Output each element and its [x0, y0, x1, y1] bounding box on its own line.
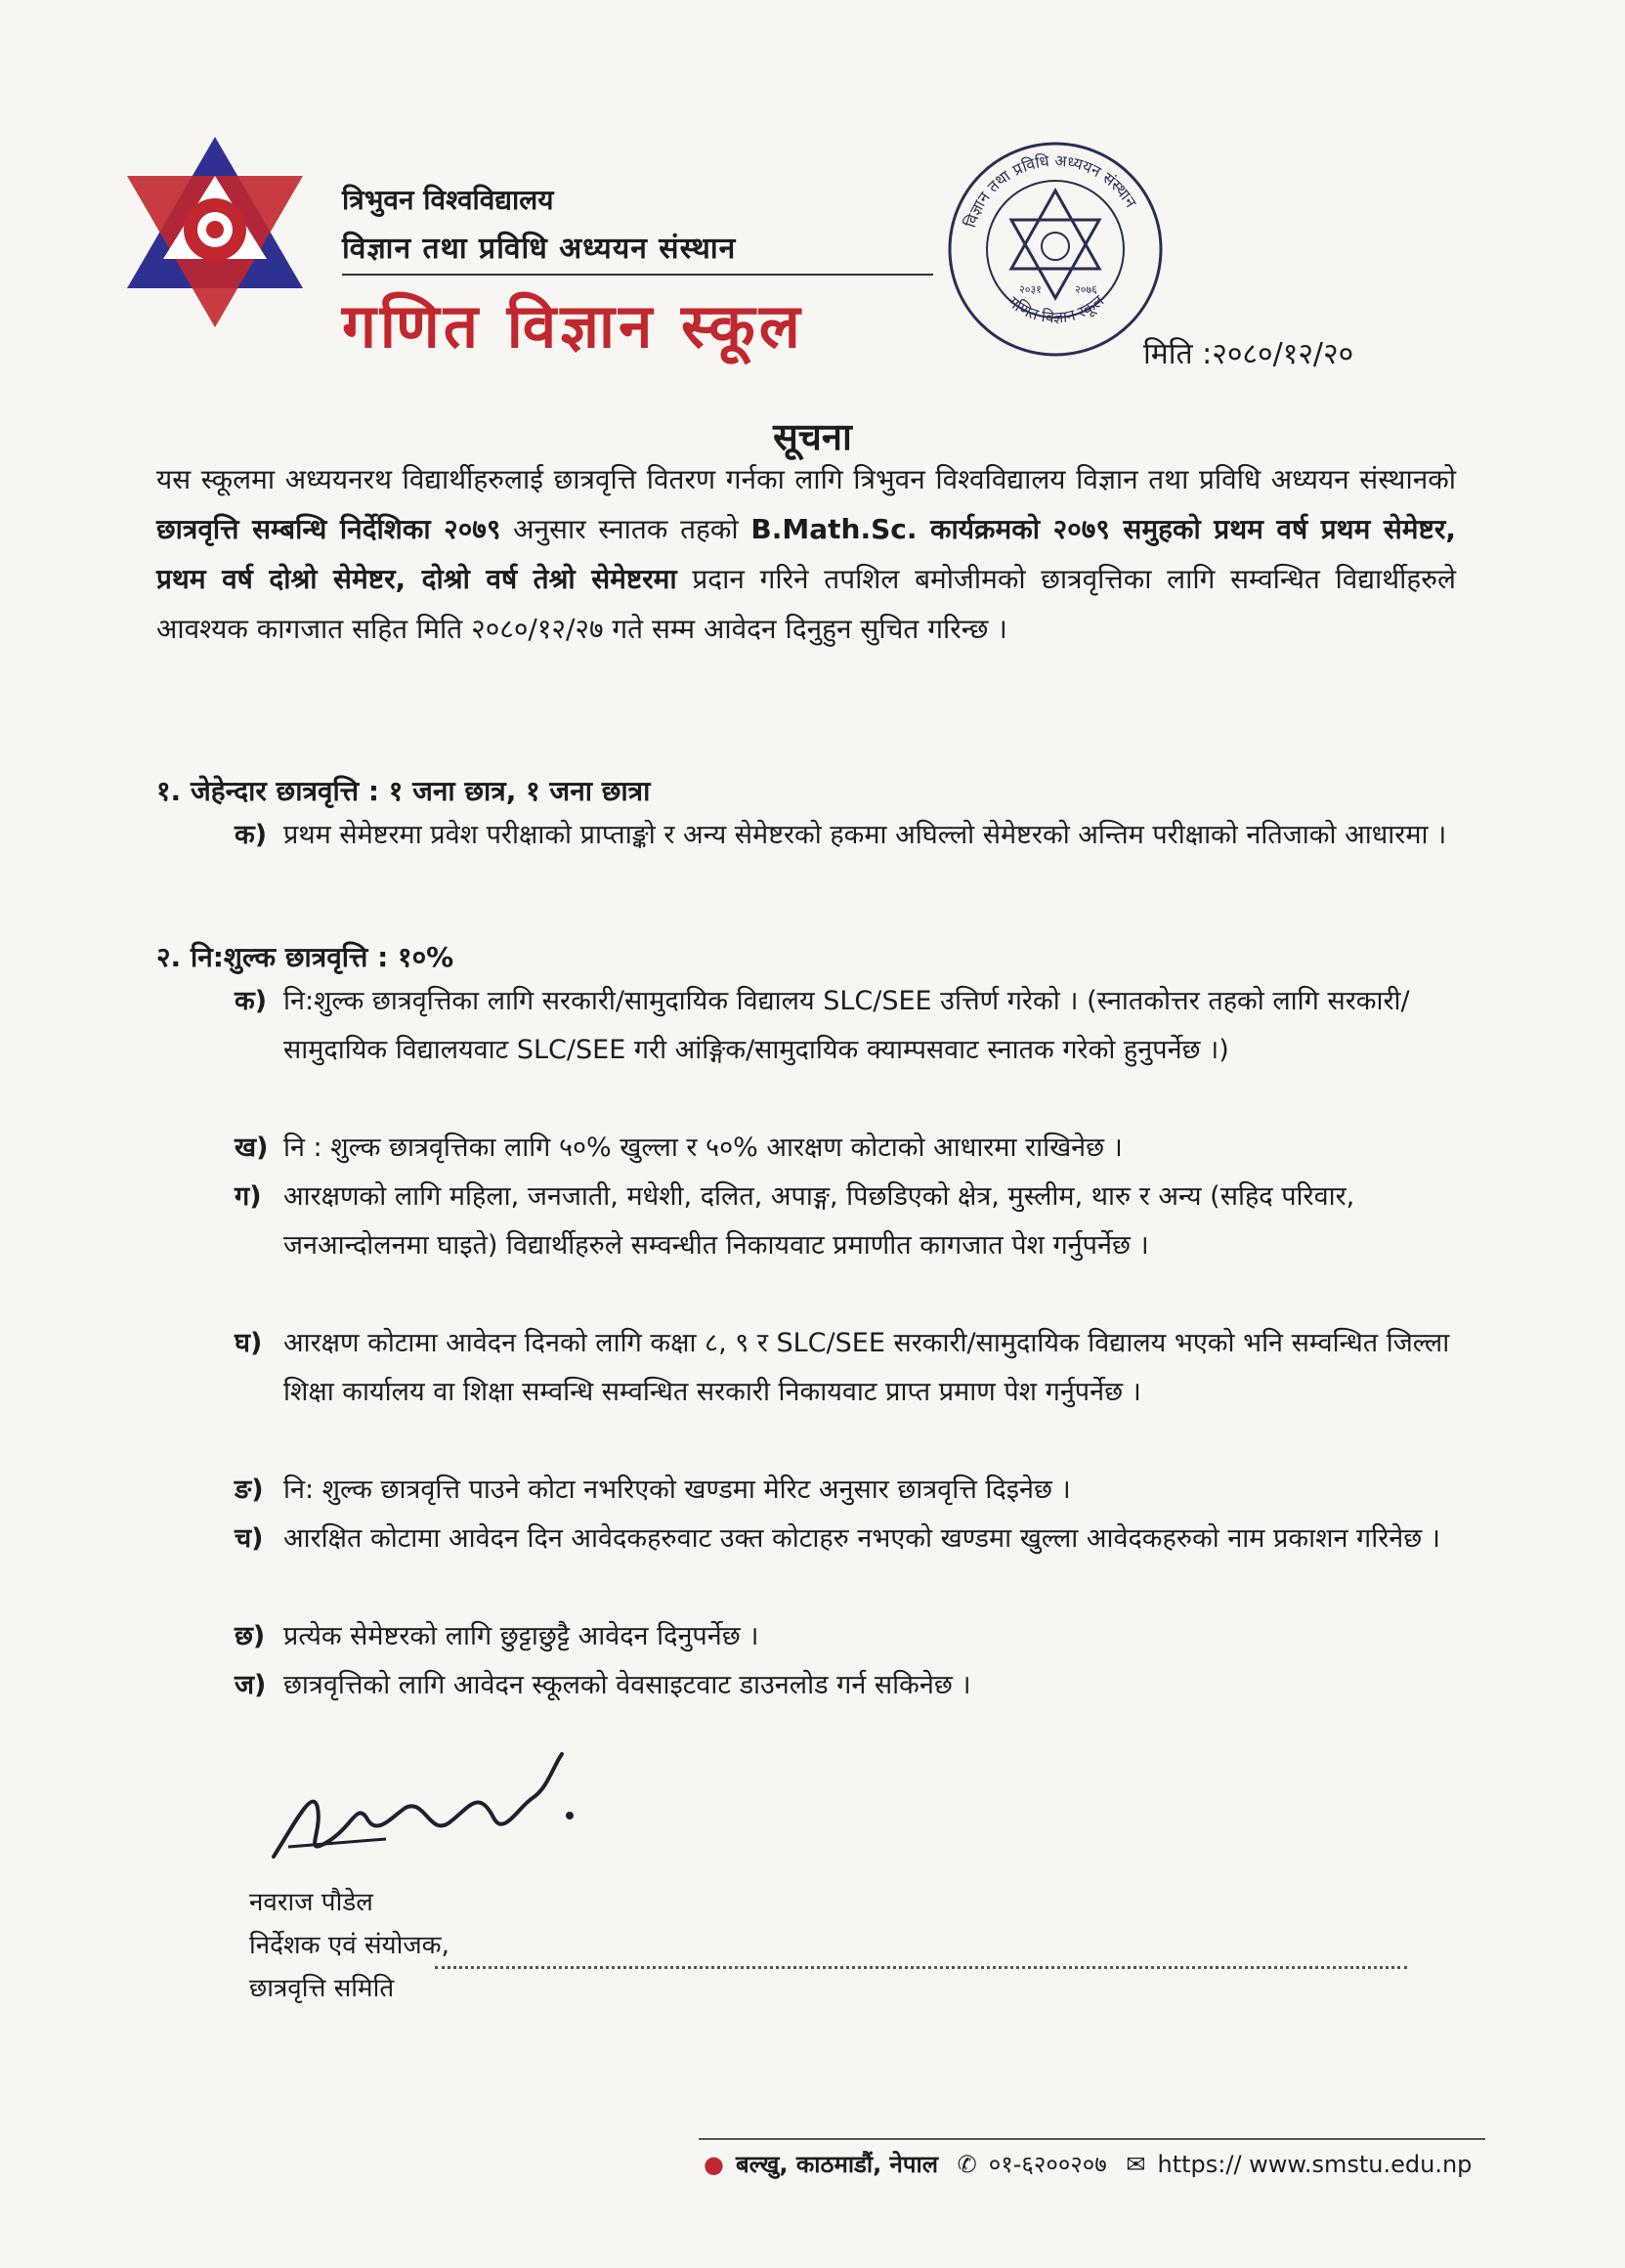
item-label: च): [235, 1523, 264, 1554]
item-text: आरक्षित कोटामा आवेदन दिन आवेदकहरुवाट उक्त कोटाहरु नभएको खण्डमा खुल्ला आवेदकहरुको नाम प्रकाशन गरिनेछ ।: [283, 1523, 1441, 1554]
item-text: आरक्षणको लागि महिला, जनजाती, मधेशी, दलित, अपाङ्ग, पिछडिएको क्षेत्र, मुस्लीम, थारु र अन्य (सहिद परिवार, जनआन्दोलनमा घाइते) विद्यार्थीहरुले सम्वन्धीत निकायवाट प्रमाणीत कागजात पेश गर्नुपर्नेछ ।: [283, 1181, 1355, 1261]
header-divider: [342, 274, 933, 276]
item-label: क): [235, 986, 268, 1016]
section2-item-cha: [235, 1515, 1456, 1612]
dotted-line: [435, 1966, 1407, 1969]
section2-item-ja: [235, 1661, 1456, 1710]
signatory-name: नवराज पौडेल: [249, 1888, 373, 1917]
section1-item-ka: [235, 811, 1456, 909]
signatory-block: [249, 1881, 449, 2010]
seal-year-left: २०३१: [1019, 283, 1042, 296]
intro-bold-2: B.Math.Sc. कार्यक्रमको २०७९ समुहको प्रथम वर्ष प्रथम सेमेष्टर, प्रथम वर्ष दोश्रो सेमेष्टर, दोश्रो वर्ष तेश्रो सेमेष्टरमा: [156, 513, 1456, 595]
mail-icon: ✉: [1126, 2151, 1146, 2178]
footer-website[interactable]: https:// www.smstu.edu.np: [1157, 2151, 1473, 2178]
seal-ring-text: विज्ञान तथा प्रविधि अध्ययन संस्थान: [961, 150, 1141, 231]
item-label: क): [235, 820, 268, 850]
intro-text-3: प्रदान गरिने तपशिल बमोजीमको छात्रवृत्तिका लागि सम्वन्धित विद्यार्थीहरुले आवश्यक कागजात सहित मिति २०८०/१२/२७ गते सम्म आवेदन दिनुहुन सुचित गरिन्छ ।: [156, 563, 1456, 645]
section2-item-nga: [235, 1466, 1456, 1515]
section2-item-ga: [235, 1173, 1456, 1319]
intro-text-2: अनुसार स्नातक तहको: [500, 513, 751, 545]
item-text: प्रथम सेमेष्टरमा प्रवेश परीक्षाको प्राप्ताङ्को र अन्य सेमेष्टरको हकमा अघिल्लो सेमेष्टरको अन्तिम परीक्षाको नतिजाको आधारमा ।: [283, 820, 1447, 850]
intro-bold-1: छात्रवृत्ति सम्बन्धि निर्देशिका २०७९: [156, 513, 501, 545]
item-text: छात्रवृत्तिको लागि आवेदन स्कूलको वेवसाइटवाट डाउनलोड गर्न सकिनेछ ।: [283, 1670, 971, 1700]
intro-text-1: यस स्कूलमा अध्ययनरथ विद्यार्थीहरुलाई छात्रवृत्ति वितरण गर्नका लागि त्रिभुवन विश्वविद्यालय विज्ञान तथा प्रविधि अध्ययन संस्थानको: [156, 463, 1456, 495]
item-label: ख): [235, 1133, 269, 1163]
notice-date: मिति :२०८०/१२/२०: [1143, 337, 1354, 371]
institute-name: विज्ञान तथा प्रविधि अध्ययन संस्थान: [342, 232, 737, 266]
section2-item-ka: [235, 977, 1456, 1124]
item-label: ङ): [235, 1475, 264, 1505]
university-logo-icon: [122, 132, 308, 337]
section2-item-gha: [235, 1319, 1456, 1466]
item-label: छ): [235, 1621, 266, 1651]
intro-paragraph: [156, 454, 1456, 654]
footer: [704, 2148, 1483, 2180]
section2-item-chha: [235, 1612, 1456, 1661]
seal-year-right: २०७६: [1075, 283, 1097, 296]
item-text: नि : शुल्क छात्रवृत्तिका लागि ५०% खुल्ला र ५०% आरक्षण कोटाको आधारमा राखिनेछ ।: [283, 1133, 1123, 1163]
footer-address: बल्खु, काठमाडौं, नेपाल: [735, 2151, 939, 2178]
item-label: ग): [235, 1181, 262, 1212]
section2-item-kha: [235, 1124, 1456, 1173]
item-text: प्रत्येक सेमेष्टरको लागि छुट्टाछुट्टै आवेदन दिनुपर्नेछ ।: [283, 1621, 759, 1651]
signatory-designation: निर्देशक एवं संयोजक,: [249, 1931, 449, 1960]
item-text: आरक्षण कोटामा आवेदन दिनको लागि कक्षा ८, ९ र SLC/SEE सरकारी/सामुदायिक विद्यालय भएको भनि सम्वन्धित जिल्ला शिक्षा कार्यालय वा शिक्षा सम्वन्धि सम्वन्धित सरकारी निकायवाट प्राप्त प्रमाण पेश गर्नुपर्नेछ ।: [283, 1328, 1450, 1407]
item-label: ज): [235, 1670, 267, 1700]
notice-title: सूचना: [773, 415, 852, 458]
section2-heading: २. नि:शुल्क छात्रवृत्ति : १०%: [156, 941, 454, 973]
footer-divider: [699, 2138, 1485, 2140]
item-text: नि: शुल्क छात्रवृत्ति पाउने कोटा नभरिएको खण्डमा मेरिट अनुसार छात्रवृत्ति दिइनेछ ।: [283, 1475, 1071, 1505]
footer-phone: ०१-६२००२०७: [988, 2151, 1107, 2178]
phone-icon: ✆: [957, 2151, 977, 2178]
item-text: नि:शुल्क छात्रवृत्तिका लागि सरकारी/सामुदायिक विद्यालय SLC/SEE उत्तिर्ण गरेको । (स्नातकोत्तर तहको लागि सरकारी/सामुदायिक विद्यालयवाट SLC/SEE गरी आंङ्गिक/सामुदायिक क्याम्पसवाट स्नातक गरेको हुनुपर्नेछ ।): [283, 986, 1410, 1065]
seal-bottom-text: गणित विज्ञान स्कूल: [1005, 291, 1108, 327]
section1-heading: १. जेहेन्दार छात्रवृत्ति : १ जना छात्र, १ जना छात्रा: [156, 775, 651, 807]
signatory-committee: छात्रवृत्ति समिति: [249, 1974, 395, 2003]
school-name: गणित विज्ञान स्कूल: [342, 290, 804, 362]
map-pin-icon: ●: [704, 2151, 724, 2178]
university-name: त्रिभुवन विश्वविद्यालय: [342, 184, 554, 216]
signature-icon: [259, 1749, 581, 1876]
school-seal-icon: [943, 137, 1168, 362]
item-label: घ): [235, 1328, 263, 1358]
